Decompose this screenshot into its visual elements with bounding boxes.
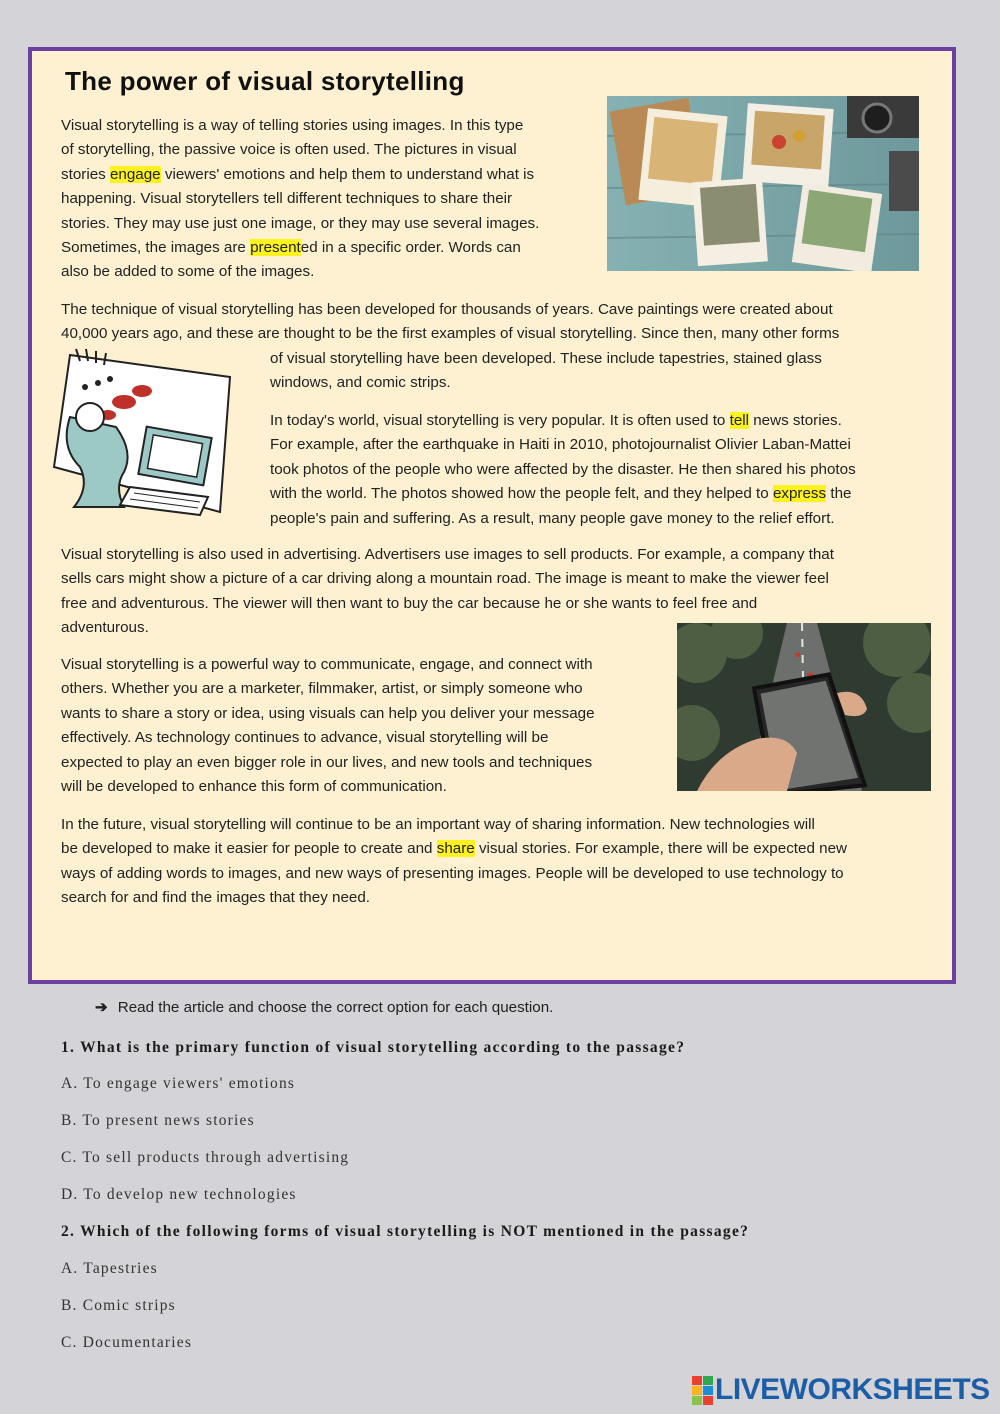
paragraph-3 [270, 409, 930, 531]
text-line: The technique of visual storytelling has been developed for thousands of years. Cave paintings were created about [61, 301, 833, 318]
text-line: be developed to make it easier for people to create and share visual stories. For example, there will be expected new [61, 840, 847, 858]
text-line: will be developed to enhance this form of communication. [61, 778, 447, 796]
question-2-option-c[interactable]: C. Documentaries [61, 1334, 193, 1351]
text-line: effectively. As technology continues to advance, visual storytelling will be [61, 729, 549, 747]
text-line: windows, and comic strips. [270, 374, 451, 392]
text-line: of storytelling, the passive voice is often used. The pictures in visual [61, 141, 517, 159]
text-line: search for and find the images that they need. [61, 889, 371, 907]
question-1-option-d[interactable]: D. To develop new technologies [61, 1186, 297, 1203]
cave-painting-laptop-illustration [50, 347, 235, 517]
question-2-option-a[interactable]: A. Tapestries [61, 1260, 158, 1277]
text-line: stories. They may use just one image, or they may use several images. [61, 214, 540, 232]
text-line: of visual storytelling have been developed. These include tapestries, stained glass [270, 350, 822, 367]
text-line: Visual storytelling is a powerful way to communicate, engage, and connect with [61, 656, 593, 673]
article-box [28, 47, 956, 984]
text-line: Sometimes, the images are presented in a specific order. Words can [61, 239, 521, 257]
text-line: also be added to some of the images. [61, 263, 315, 281]
liveworksheets-logo[interactable] [692, 1373, 990, 1407]
text-line: Visual storytelling is a way of telling stories using images. In this type [61, 117, 524, 134]
highlighted-word: express [772, 485, 827, 503]
text-line: 40,000 years ago, and these are thought to be the first examples of visual storytelling. Since then, many other forms [61, 325, 840, 343]
highlighted-word: tell [729, 412, 750, 429]
text-line: In the future, visual storytelling will continue to be an important way of sharing information. New technologies will [61, 816, 815, 833]
question-1: 1. What is the primary function of visual storytelling according to the passage? [61, 1039, 686, 1056]
polaroid-photos-image [607, 96, 919, 271]
logo-text: LIVEWORKSHEETS [715, 1373, 990, 1406]
arrow-right-icon: ➔ [95, 999, 108, 1016]
text-line: For example, after the earthquake in Haiti in 2010, photojournalist Olivier Laban-Mattei [270, 436, 851, 454]
road-phone-image [677, 623, 931, 791]
paragraph-5 [61, 653, 661, 799]
text-line: others. Whether you are a marketer, filmmaker, artist, or simply someone who [61, 680, 583, 698]
text-line: adventurous. [61, 619, 149, 637]
text-line: ways of adding words to images, and new ways of presenting images. People will be developed to use technology to [61, 864, 844, 882]
paragraph-6 [61, 813, 941, 911]
instruction-text: Read the article and choose the correct option for each question. [117, 999, 554, 1016]
highlighted-word: present [250, 239, 301, 257]
text-line: wants to share a story or idea, using visuals can help you deliver your message [61, 704, 595, 722]
text-line: expected to play an even bigger role in our lives, and new tools and techniques [61, 753, 593, 771]
text-line: free and adventurous. The viewer will then want to buy the car because he or she wants to feel free and [61, 594, 758, 612]
paragraph-2-continued [270, 347, 920, 396]
question-2: 2. Which of the following forms of visual storytelling is NOT mentioned in the passage? [61, 1223, 750, 1240]
logo-blocks-icon [692, 1376, 713, 1405]
paragraph-1 [61, 114, 601, 285]
paragraph-2 [61, 298, 941, 347]
text-line: with the world. The photos showed how the people felt, and they helped to express the [270, 485, 852, 503]
text-line: stories engage viewers' emotions and help them to understand what is [61, 165, 535, 183]
question-2-option-b[interactable]: B. Comic strips [61, 1297, 176, 1314]
highlighted-word: engage [109, 165, 161, 183]
question-1-option-c[interactable]: C. To sell products through advertising [61, 1149, 350, 1166]
text-line: In today's world, visual storytelling is very popular. It is often used to tell news stories. [270, 412, 842, 429]
text-line: Visual storytelling is also used in advertising. Advertisers use images to sell products. For example, a company that [61, 546, 834, 563]
highlighted-word: share [436, 840, 475, 858]
text-line: sells cars might show a picture of a car driving along a mountain road. The image is meant to make the viewer feel [61, 570, 829, 588]
text-line: happening. Visual storytellers tell different techniques to share their [61, 190, 513, 208]
article-title: The power of visual storytelling [65, 66, 465, 96]
text-line: took photos of the people who were affected by the disaster. He then shared his photos [270, 460, 856, 478]
question-1-option-b[interactable]: B. To present news stories [61, 1112, 255, 1129]
question-1-option-a[interactable]: A. To engage viewers' emotions [61, 1075, 296, 1092]
instruction-line [95, 998, 553, 1016]
text-line: people's pain and suffering. As a result, many people gave money to the relief effort. [270, 509, 835, 527]
